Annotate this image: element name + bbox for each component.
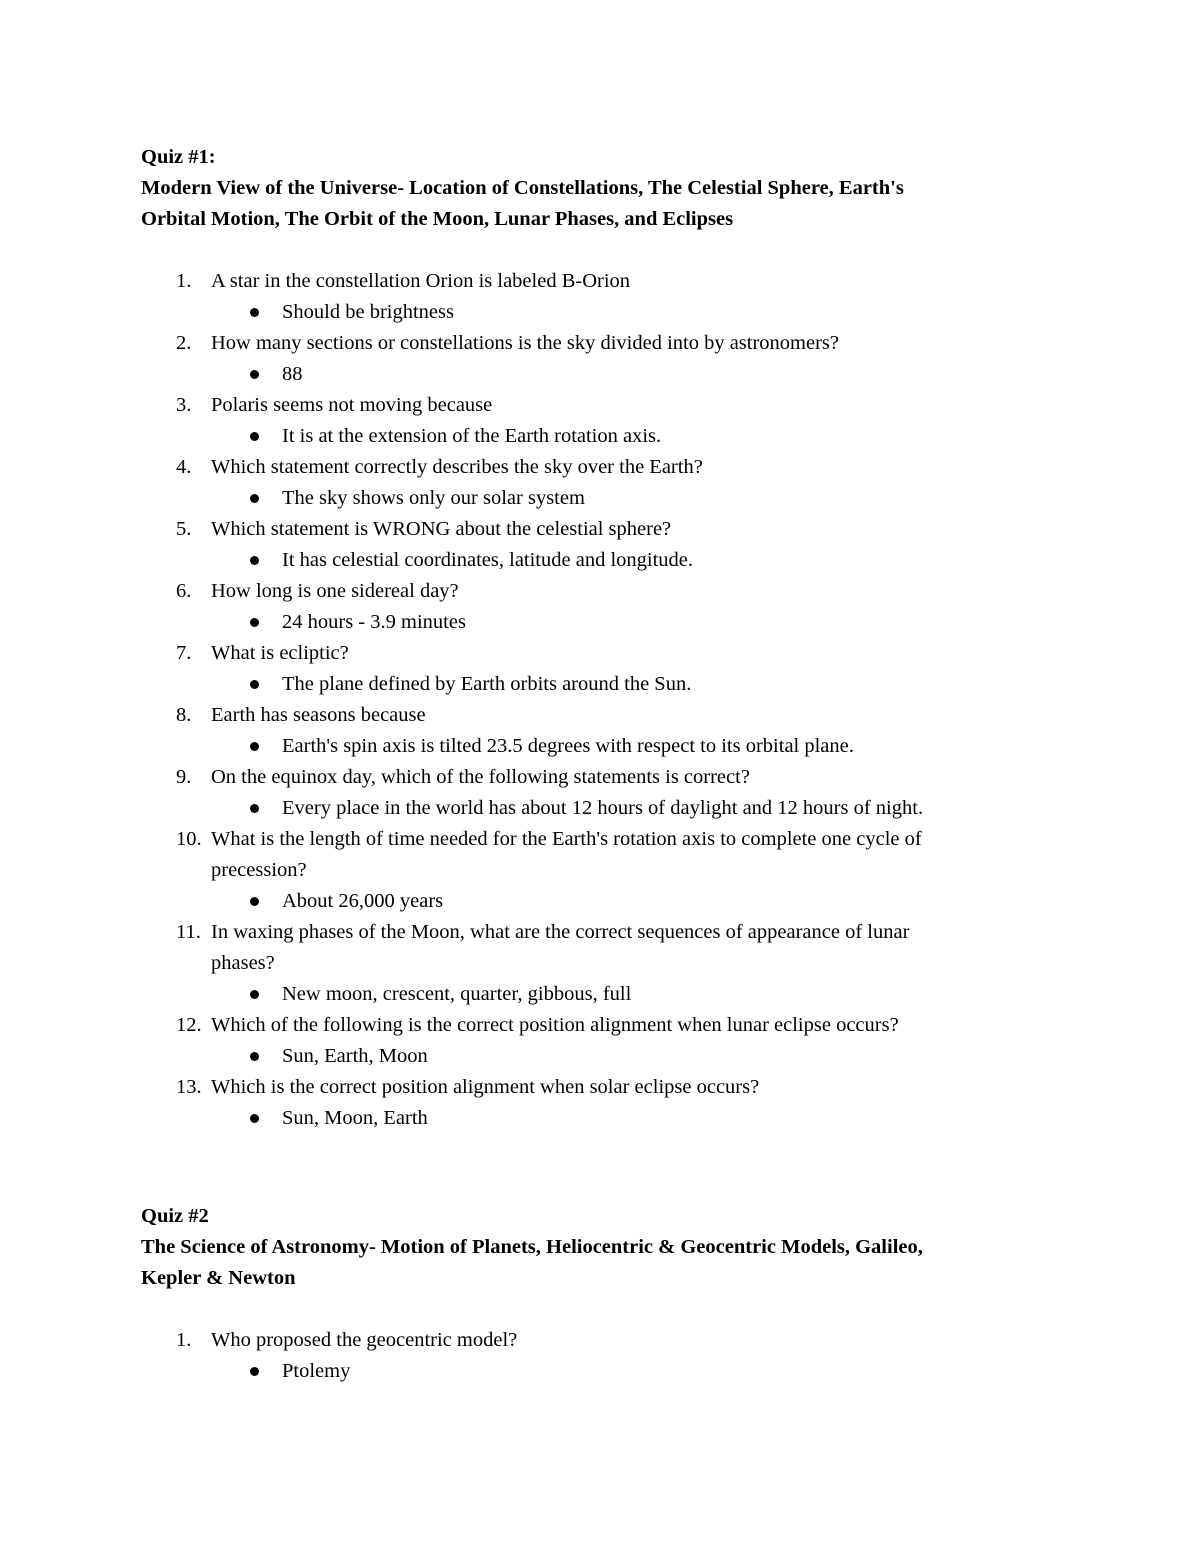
question-item <box>141 1072 1061 1134</box>
question-number: 5. <box>176 518 192 540</box>
answer <box>141 1041 1061 1072</box>
question-text <box>141 824 1061 855</box>
question-number: 8. <box>176 704 192 726</box>
bullet-icon <box>250 1052 259 1061</box>
answer <box>141 421 1061 452</box>
question-text-line: On the equinox day, which of the following statements is correct? <box>211 766 750 788</box>
question-number: 6. <box>176 580 192 602</box>
quiz-2-topic-line-1: The Science of Astronomy- Motion of Planets, Heliocentric & Geocentric Models, Galileo, <box>141 1236 923 1258</box>
spacer <box>141 1294 1061 1325</box>
question-item <box>141 1010 1061 1072</box>
answer-text: Earth's spin axis is tilted 23.5 degrees with respect to its orbital plane. <box>282 735 854 757</box>
answer <box>141 793 1061 824</box>
bullet-icon <box>250 432 259 441</box>
question-number: 7. <box>176 642 192 664</box>
question-text <box>141 762 1061 793</box>
question-item <box>141 700 1061 762</box>
answer-text: It is at the extension of the Earth rotation axis. <box>282 425 662 447</box>
question-number: 13. <box>176 1076 202 1098</box>
answer <box>141 1103 1061 1134</box>
answer-text: 88 <box>282 363 303 385</box>
bullet-icon <box>250 494 259 503</box>
question-text-line: Which statement is WRONG about the celestial sphere? <box>211 518 672 540</box>
question-text-line: How many sections or constellations is the sky divided into by astronomers? <box>211 332 840 354</box>
question-text <box>141 855 1061 886</box>
bullet-icon <box>250 618 259 627</box>
question-item <box>141 266 1061 328</box>
question-number: 1. <box>176 270 192 292</box>
answer <box>141 483 1061 514</box>
question-number: 4. <box>176 456 192 478</box>
answer-text: Sun, Earth, Moon <box>282 1045 428 1067</box>
question-text <box>141 1325 1061 1356</box>
question-item <box>141 824 1061 917</box>
question-text <box>141 576 1061 607</box>
quiz-1-title: Quiz #1: <box>141 146 216 168</box>
answer-text: Should be brightness <box>282 301 454 323</box>
question-text-line: What is the length of time needed for the Earth's rotation axis to complete one cycle of <box>211 828 922 850</box>
quiz-1-section <box>141 142 1061 1134</box>
question-text-line: How long is one sidereal day? <box>211 580 459 602</box>
question-item <box>141 452 1061 514</box>
question-text-line: In waxing phases of the Moon, what are the correct sequences of appearance of lunar <box>211 921 910 943</box>
bullet-icon <box>250 990 259 999</box>
question-text <box>141 700 1061 731</box>
bullet-icon <box>250 804 259 813</box>
answer <box>141 359 1061 390</box>
bullet-icon <box>250 556 259 565</box>
answer <box>141 886 1061 917</box>
question-number: 11. <box>176 921 201 943</box>
quiz-1-question-list <box>141 266 1061 1134</box>
quiz-2-topic-line-2: Kepler & Newton <box>141 1267 296 1289</box>
answer <box>141 979 1061 1010</box>
question-text <box>141 390 1061 421</box>
answer-text: About 26,000 years <box>282 890 444 912</box>
question-item <box>141 762 1061 824</box>
answer <box>141 669 1061 700</box>
answer-text: The sky shows only our solar system <box>282 487 585 509</box>
bullet-icon <box>250 680 259 689</box>
question-text-line: Earth has seasons because <box>211 704 426 726</box>
answer <box>141 297 1061 328</box>
question-text-line: precession? <box>211 859 307 881</box>
bullet-icon <box>250 1367 259 1376</box>
answer-text: It has celestial coordinates, latitude and longitude. <box>282 549 694 571</box>
answer-text: The plane defined by Earth orbits around the Sun. <box>282 673 692 695</box>
question-text <box>141 514 1061 545</box>
question-item <box>141 1325 1061 1387</box>
question-text <box>141 917 1061 948</box>
question-item <box>141 638 1061 700</box>
quiz-2-title: Quiz #2 <box>141 1205 209 1227</box>
question-item <box>141 390 1061 452</box>
question-number: 9. <box>176 766 192 788</box>
question-text <box>141 328 1061 359</box>
quiz-1-topic-line-1: Modern View of the Universe- Location of Constellations, The Celestial Sphere, Earth's <box>141 177 904 199</box>
question-text-line: Who proposed the geocentric model? <box>211 1329 518 1351</box>
question-text <box>141 948 1061 979</box>
question-text <box>141 1010 1061 1041</box>
answer <box>141 607 1061 638</box>
question-text-line: phases? <box>211 952 275 974</box>
question-item <box>141 328 1061 390</box>
question-number: 10. <box>176 828 202 850</box>
question-text <box>141 1072 1061 1103</box>
question-text-line: Polaris seems not moving because <box>211 394 493 416</box>
question-item <box>141 917 1061 1010</box>
quiz-2-section <box>141 1201 1061 1387</box>
question-text <box>141 266 1061 297</box>
answer <box>141 545 1061 576</box>
bullet-icon <box>250 897 259 906</box>
question-text-line: Which of the following is the correct position alignment when lunar eclipse occurs? <box>211 1014 899 1036</box>
question-text-line: Which statement correctly describes the sky over the Earth? <box>211 456 703 478</box>
question-text <box>141 452 1061 483</box>
question-item <box>141 514 1061 576</box>
question-text-line: What is ecliptic? <box>211 642 349 664</box>
question-number: 3. <box>176 394 192 416</box>
question-number: 12. <box>176 1014 202 1036</box>
bullet-icon <box>250 370 259 379</box>
bullet-icon <box>250 742 259 751</box>
question-number: 1. <box>176 1329 192 1351</box>
answer-text: Every place in the world has about 12 hours of daylight and 12 hours of night. <box>282 797 924 819</box>
question-number: 2. <box>176 332 192 354</box>
question-item <box>141 576 1061 638</box>
answer-text: New moon, crescent, quarter, gibbous, full <box>282 983 632 1005</box>
answer <box>141 1356 1061 1387</box>
quiz-2-question-list <box>141 1325 1061 1387</box>
answer <box>141 731 1061 762</box>
question-text <box>141 638 1061 669</box>
spacer <box>141 235 1061 266</box>
bullet-icon <box>250 1114 259 1123</box>
answer-text: 24 hours - 3.9 minutes <box>282 611 466 633</box>
question-text-line: Which is the correct position alignment when solar eclipse occurs? <box>211 1076 760 1098</box>
answer-text: Ptolemy <box>282 1360 351 1382</box>
bullet-icon <box>250 308 259 317</box>
answer-text: Sun, Moon, Earth <box>282 1107 428 1129</box>
question-text-line: A star in the constellation Orion is labeled B-Orion <box>211 270 631 292</box>
quiz-1-topic-line-2: Orbital Motion, The Orbit of the Moon, Lunar Phases, and Eclipses <box>141 208 734 230</box>
